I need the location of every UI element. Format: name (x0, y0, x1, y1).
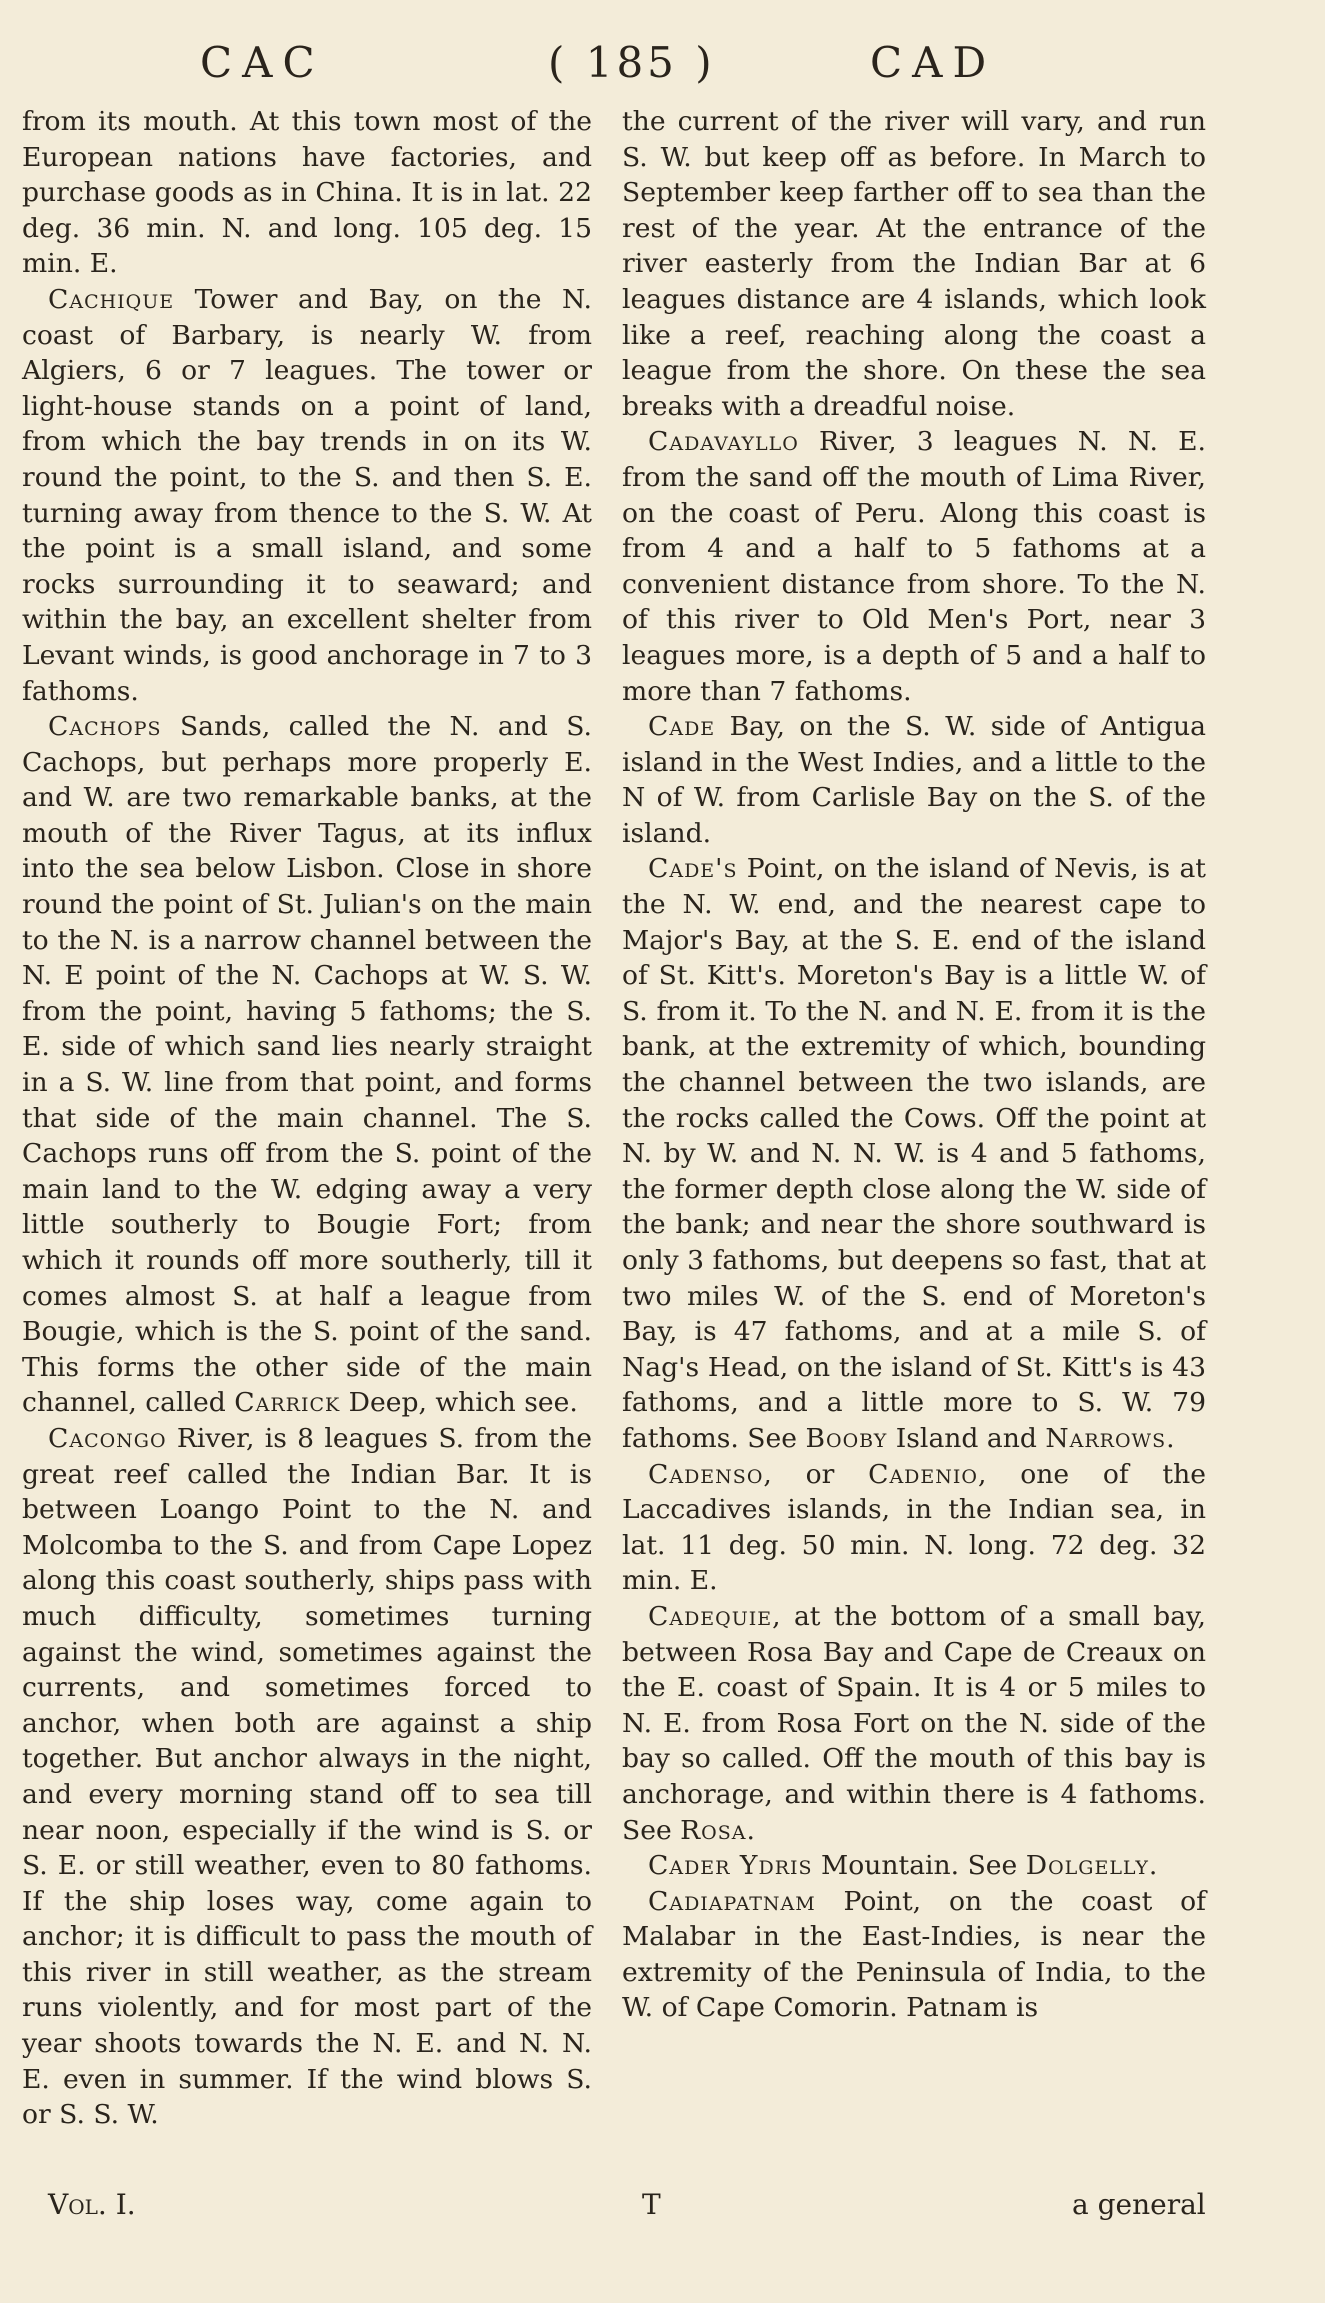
entry-text: Deep, which see. (340, 1387, 578, 1419)
right-column (622, 104, 1206, 2026)
entry-text: Mountain. See (812, 1850, 1026, 1882)
gazetteer-entry (622, 1599, 1206, 1848)
entry-text: Point, on the coast of Malabar in the East-Indies, is near the extremity of the Peninsula of India, to the W. of Cape Comorin. Patnam is (622, 1885, 1206, 2024)
gazetteer-entry (622, 1884, 1206, 2026)
cross-reference: Narrows (1045, 1422, 1167, 1454)
entry-text: . (1166, 1422, 1175, 1454)
cross-reference: Carrick (234, 1387, 341, 1419)
continued-text (22, 104, 592, 282)
entry-text: , one of the Laccadives islands, in the Indian sea, in lat. 11 deg. 50 min. N. long. 72 deg. 32 min. E. (622, 1458, 1206, 1597)
entry-text: River, 3 leagues N. N. E. from the sand off the mouth of Lima River, on the coast of Peru. Along this coast is from 4 and a half to 5 fathoms at a convenient distance from shore. To the N. of this river to Old Men's Port, near 3 leagues more, is a depth of 5 and a half to more than 7 fathoms. (622, 426, 1206, 707)
continued-text (622, 104, 1206, 424)
entry-variant-headword: Cadenio (868, 1458, 978, 1490)
entry-text: Point, on the island of Nevis, is at the N. W. end, and the nearest cape to Major's Bay, at the S. E. end of the island of St. Kitt's. Moreton's Bay is a little W. of S. from it. To the N. and N. E. from it is the bank, at the extremity of which, bounding the channel between the two islands, are the rocks called the Cows. Off the point at N. by W. and N. N. W. is 4 and 5 fathoms, the former depth close along the W. side of the bank; and near the shore southward is only 3 fathoms, but deepens so fast, that at two miles W. of the S. end of Moreton's Bay, is 47 fathoms, and at a mile S. of Nag's Head, on the island of St. Kitt's is 43 fathoms, and a little more to S. W. 79 fathoms. See (622, 853, 1206, 1454)
left-head: CAC (200, 38, 325, 87)
right-head: CAD (870, 38, 997, 87)
entry-headword: Cadequie (648, 1600, 773, 1632)
entry-headword: Cacongo (48, 1422, 167, 1454)
entry-text: River, is 8 leagues S. from the great reef called the Indian Bar. It is between Loango Point to the N. and Molcomba to the S. and from Cape Lopez along this coast southerly, ships pass with much difficulty, sometimes turning against the wind, sometimes against the currents, and sometimes forced to anchor, when both are against a ship together. But anchor always in the night, and every morning stand off to sea till near noon, especially if the wind is S. or S. E. or still weather, even to 80 fathoms. If the ship loses way, come again to anchor; it is difficult to pass the mouth of this river in still weather, as the stream runs violently, and for most part of the year shoots towards the N. E. and N. N. E. even in summer. If the wind blows S. or S. S. W. (22, 1422, 592, 2131)
volume-label: Vol. I. (48, 2188, 136, 2221)
running-head (0, 28, 1325, 98)
page-number: ( 185 ) (548, 38, 716, 87)
gazetteer-entry (22, 1421, 592, 2133)
entry-headword: Cadiapatnam (648, 1885, 816, 1917)
entry-text: Sands, called the N. and S. Cachops, but perhaps more properly E. and W. are two remarkable banks, at the mouth of the River Tagus, at its influx into the sea below Lisbon. Close in shore round the point of St. Julian's on the main to the N. is a narrow channel between the N. E point of the N. Cachops at W. S. W. from the point, having 5 fathoms; the S. E. side of which sand lies nearly straight in a S. W. line from that point, and forms that side of the main channel. The S. Cachops runs off from the S. point of the main land to the W. edging away a very little southerly to Bougie Fort; from which it rounds off more southerly, till it comes almost S. at half a league from Bougie, which is the S. point of the sand. This forms the other side of the main channel, called (22, 711, 592, 1419)
cross-reference: Booby (805, 1422, 888, 1454)
entry-text: . (1148, 1850, 1158, 1882)
entry-text: the current of the river will vary, and run S. W. but keep off as before. In March to September keep farther off to sea than the rest of the year. At the entrance of the river easterly from the Indian Bar at 6 leagues distance are 4 islands, which look like a reef, reaching along the coast a league from the shore. On these the sea breaks with a dreadful noise. (622, 106, 1206, 422)
entry-headword: Cachops (48, 711, 162, 743)
page-footer (0, 2184, 1325, 2234)
entry-text: . (746, 1814, 755, 1846)
gazetteer-entry (622, 851, 1206, 1456)
entry-text: Island and (887, 1422, 1046, 1454)
cross-reference: Dolgelly (1025, 1850, 1149, 1882)
gazetteer-entry (622, 424, 1206, 709)
entry-headword: Cadavayllo (648, 426, 799, 458)
entry-headword: Cade (648, 711, 716, 743)
gazetteer-entry (22, 709, 592, 1421)
entry-text: , or (763, 1458, 869, 1490)
entry-headword: Cader Ydris (648, 1850, 813, 1882)
entry-text: Bay, on the S. W. side of Antigua island in the West Indies, and a little to the N of W. from Carlisle Bay on the S. of the island. (622, 711, 1206, 849)
catchword: a general (1072, 2188, 1206, 2221)
entry-text: Tower and Bay, on the N. coast of Barbary, is nearly W. from Algiers, 6 or 7 leagues. The tower or light-house stands on a point of land, from which the bay trends in on its W. round the point, to the S. and then S. E. turning away from thence to the S. W. At the point is a small island, and some rocks surrounding it to seaward; and within the bay, an excellent shelter from Levant winds, is good anchorage in 7 to 3 fathoms. (22, 283, 592, 707)
gazetteer-entry (622, 709, 1206, 851)
gazetteer-entry (22, 282, 592, 709)
left-column (22, 104, 592, 2133)
entry-headword: Cade's (648, 853, 738, 885)
gazetteer-entry (622, 1848, 1206, 1884)
entry-text: from its mouth. At this town most of the European nations have factories, and purchase goods as in China. It is in lat. 22 deg. 36 min. N. and long. 105 deg. 15 min. E. (22, 106, 592, 280)
cross-reference: Rosa (680, 1814, 747, 1846)
signature-mark: T (642, 2188, 661, 2221)
entry-headword: Cachique (48, 283, 175, 315)
gazetteer-entry (622, 1457, 1206, 1599)
entry-headword: Cadenso (648, 1458, 764, 1490)
entry-text: , at the bottom of a small bay, between Rosa Bay and Cape de Creaux on the E. coast of Spain. It is 4 or 5 miles to N. E. from Rosa Fort on the N. side of the bay so called. Off the mouth of this bay is anchorage, and within there is 4 fathoms. See (622, 1600, 1206, 1846)
